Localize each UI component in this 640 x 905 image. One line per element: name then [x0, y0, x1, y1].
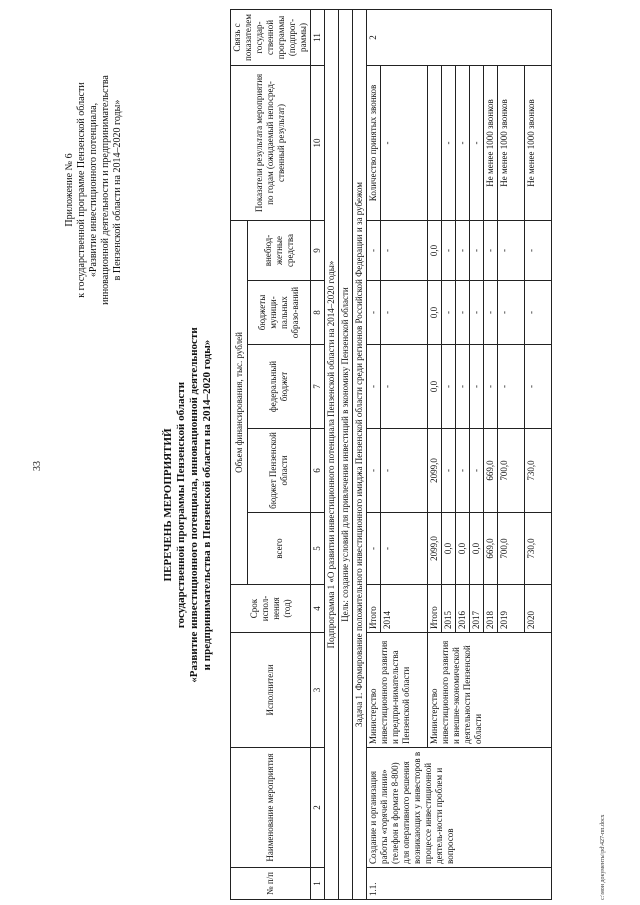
cell-offbudget: -: [484, 220, 498, 280]
cell-total: 0,0: [456, 513, 470, 585]
header-offbudget: внебюд-жетные средства: [248, 220, 311, 280]
cell-regional: -: [456, 429, 470, 513]
cell-federal: -: [484, 345, 498, 429]
header-name: Наименование мероприятия: [231, 748, 311, 868]
header-executors: Исполнители: [231, 633, 311, 748]
cell-municipal: -: [381, 281, 428, 345]
appendix-line: в Пензенской области на 2014–2020 годы»: [112, 99, 123, 281]
cell-municipal: -: [525, 281, 552, 345]
cell-municipal: -: [484, 281, 498, 345]
task-text: Задача 1. Формирование положительного инвестиционного имиджа Пензенской области среди регионов Российской Федерации и за рубежом: [353, 9, 367, 899]
cell-offbudget: -: [367, 220, 381, 280]
cell-total: -: [367, 513, 381, 585]
cell-indicator: -: [456, 65, 470, 220]
subprogram-title: Подпрограмма 1 «О развитии инвестиционного потенциала Пензенской области на 2014–2020 годы»: [325, 9, 339, 899]
item-name: Создание и организация работы «горячей линии» (телефон в формате 8-800) для оперативного решения возникающих у инвесторов в процессе инвестиционной деятель-ности проблем и вопросов: [367, 748, 552, 868]
appendix-line: к государственной программе Пензенской области: [76, 82, 87, 298]
cell-municipal: -: [470, 281, 484, 345]
cell-offbudget: -: [381, 220, 428, 280]
cell-indicator: -: [442, 65, 456, 220]
cell-federal: -: [456, 345, 470, 429]
cell-indicator: Не менее 1000 звонков: [525, 65, 552, 220]
col-number: 9: [311, 220, 325, 280]
measures-table: [230, 9, 552, 900]
cell-indicator: Количество принятых звонков: [367, 65, 381, 220]
title-line: государственной программы Пензенской области: [175, 381, 187, 629]
col-number: 5: [311, 513, 325, 585]
title-line: «Развитие инвестиционного потенциала, инновационной деятельности: [188, 327, 200, 683]
subprogram-row: [325, 9, 339, 899]
cell-regional: -: [442, 429, 456, 513]
file-path-footer: c:\мои документы\pd\427-пп.docx: [600, 814, 606, 900]
cell-offbudget: 0,0: [428, 220, 442, 280]
goal-row: [339, 9, 353, 899]
header-indicators: Показатели результата мероприятия по годам (ожидаемый непосред-ственный результат): [231, 65, 311, 220]
table-row: [367, 9, 381, 899]
header-funding: Объем финансирования, тыс. рублей: [231, 220, 248, 584]
document-title: [162, 265, 214, 745]
appendix-line: Приложение № 6: [64, 153, 75, 227]
cell-federal: -: [442, 345, 456, 429]
appendix-line: инновационной деятельности и предпринимательства: [100, 75, 111, 305]
cell-total: 669,0: [484, 513, 498, 585]
header-num: № п/п: [231, 868, 311, 900]
col-number: 11: [311, 9, 325, 65]
header-municipal: бюджеты муници-пальных образо-ваний: [248, 281, 311, 345]
title-line: и предпринимательства в Пензенской области на 2014–2020 годы»: [201, 339, 213, 671]
cell-term: 2020: [525, 585, 552, 633]
cell-federal: -: [381, 345, 428, 429]
col-number: 10: [311, 65, 325, 220]
cell-offbudget: -: [442, 220, 456, 280]
header-link: Связь с показателем государ-ственной программы (подпрог-раммы): [231, 9, 311, 65]
cell-regional: -: [367, 429, 381, 513]
cell-municipal: -: [367, 281, 381, 345]
cell-municipal: 0,0: [428, 281, 442, 345]
cell-indicator: [428, 65, 442, 220]
goal-text: Цель: создание условий для привлечения инвестиций в экономику Пензенской области: [339, 9, 353, 899]
cell-indicator: -: [470, 65, 484, 220]
cell-term: 2018: [484, 585, 498, 633]
cell-federal: 0,0: [428, 345, 442, 429]
cell-federal: -: [470, 345, 484, 429]
cell-municipal: -: [442, 281, 456, 345]
cell-regional: -: [381, 429, 428, 513]
cell-municipal: -: [456, 281, 470, 345]
cell-total: 2099,0: [428, 513, 442, 585]
cell-indicator: Не менее 1000 звонков: [498, 65, 525, 220]
cell-regional: 2099,0: [428, 429, 442, 513]
cell-federal: -: [498, 345, 525, 429]
cell-offbudget: -: [470, 220, 484, 280]
header-federal: федеральный бюджет: [248, 345, 311, 429]
col-number: 1: [311, 868, 325, 900]
cell-total: 0,0: [442, 513, 456, 585]
cell-term: Итого: [367, 585, 381, 633]
item-link: 2: [367, 9, 552, 65]
col-number: 6: [311, 429, 325, 513]
cell-total: 0,0: [470, 513, 484, 585]
appendix-header: [64, 75, 124, 305]
cell-municipal: -: [498, 281, 525, 345]
cell-total: -: [381, 513, 428, 585]
cell-regional: 730,0: [525, 429, 552, 513]
header-total: всего: [248, 513, 311, 585]
header-term: Срок испол-нения (год): [231, 585, 311, 633]
cell-indicator: Не менее 1000 звонков: [484, 65, 498, 220]
col-number: 8: [311, 281, 325, 345]
item-number: 1.1.: [367, 868, 552, 900]
cell-term: 2015: [442, 585, 456, 633]
cell-term: 2019: [498, 585, 525, 633]
cell-term: Итого: [428, 585, 442, 633]
header-regional: бюджет Пензенской области: [248, 429, 311, 513]
appendix-line: «Развитие инвестиционного потенциала,: [88, 102, 99, 278]
cell-total: 700,0: [498, 513, 525, 585]
cell-offbudget: -: [456, 220, 470, 280]
col-number: 3: [311, 633, 325, 748]
col-number: 4: [311, 585, 325, 633]
header-row: [231, 9, 248, 899]
task-row: [353, 9, 367, 899]
column-number-row: [311, 9, 325, 899]
cell-indicator: -: [381, 65, 428, 220]
cell-term: 2016: [456, 585, 470, 633]
title-line: ПЕРЕЧЕНЬ МЕРОПРИЯТИЙ: [162, 428, 174, 582]
cell-total: 730,0: [525, 513, 552, 585]
cell-offbudget: -: [498, 220, 525, 280]
col-number: 2: [311, 748, 325, 868]
col-number: 7: [311, 345, 325, 429]
item-executor-1: Министерство инвестиционного развития и предпри-нимательства Пензенской области: [367, 633, 428, 748]
cell-offbudget: -: [525, 220, 552, 280]
cell-regional: -: [470, 429, 484, 513]
cell-term: 2014: [381, 585, 428, 633]
item-executor-2: Министерство инвестиционного развития и внешне-экономической деятельности Пензенской области: [428, 633, 552, 748]
cell-federal: -: [525, 345, 552, 429]
page-number: 33: [32, 461, 43, 471]
cell-term: 2017: [470, 585, 484, 633]
cell-federal: -: [367, 345, 381, 429]
cell-regional: 700,0: [498, 429, 525, 513]
cell-regional: 669,0: [484, 429, 498, 513]
